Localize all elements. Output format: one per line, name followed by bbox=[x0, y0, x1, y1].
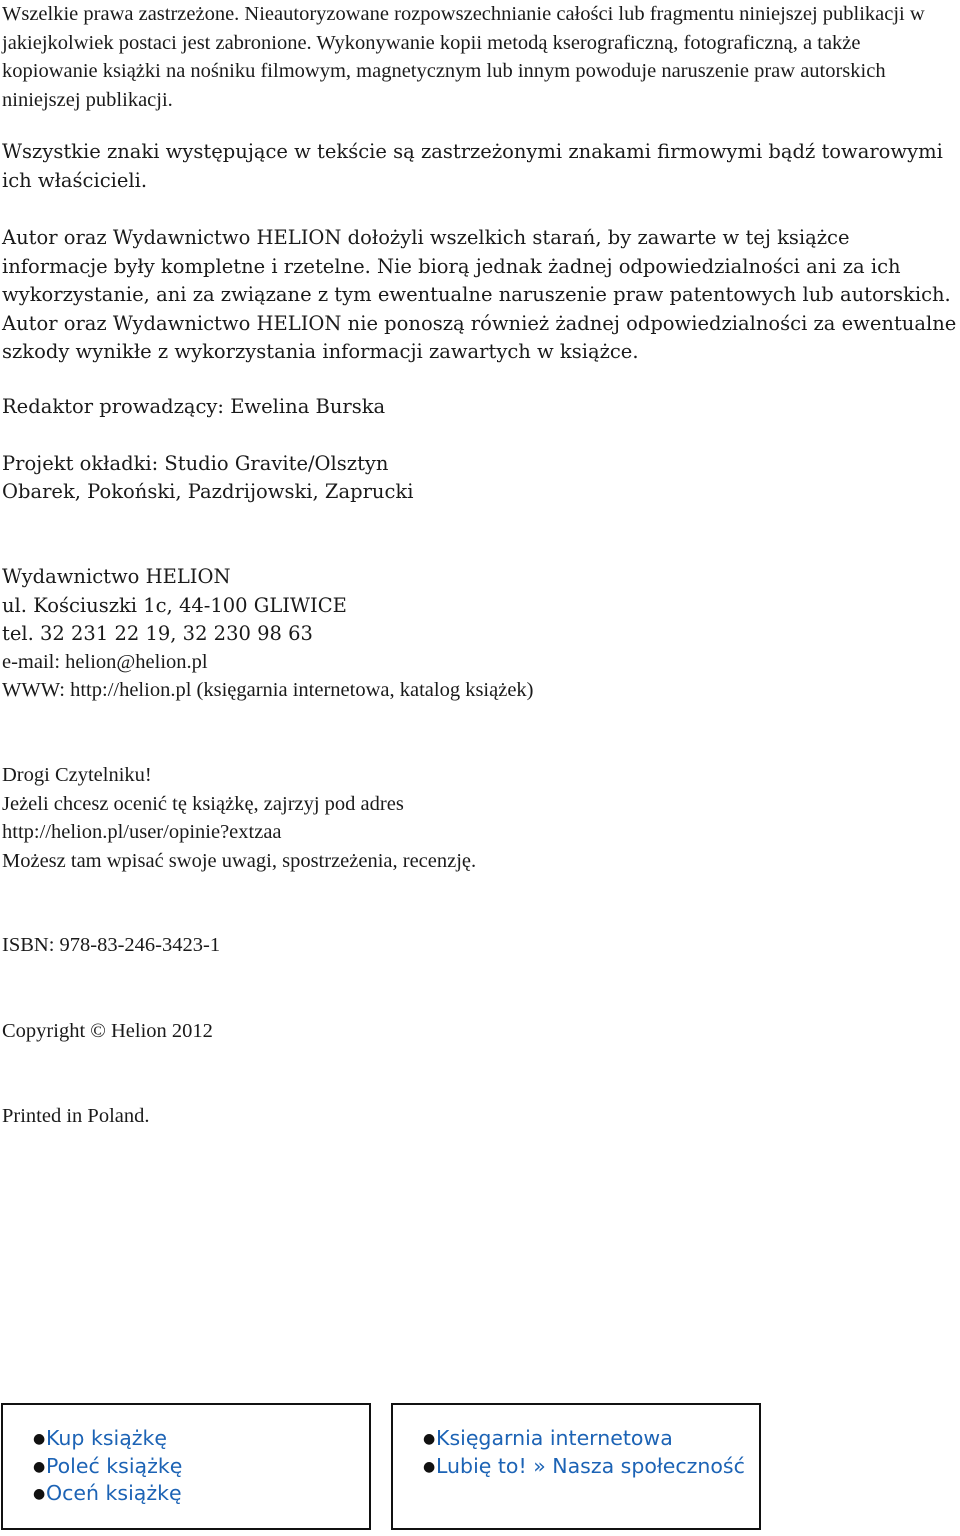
publisher-www: WWW: http://helion.pl (księgarnia internetowa, katalog książek) bbox=[2, 679, 534, 701]
link-recommend-book[interactable]: ●Poleć książkę bbox=[33, 1453, 182, 1481]
link-online-bookstore[interactable]: ●Księgarnia internetowa bbox=[423, 1425, 745, 1453]
cover-credit-names: Obarek, Pokoński, Pazdrijowski, Zaprucki bbox=[2, 480, 414, 503]
publisher-address: ul. Kościuszki 1c, 44-100 GLIWICE bbox=[2, 594, 347, 617]
bullet-icon: ● bbox=[423, 1458, 436, 1475]
publisher-email: e-mail: helion@helion.pl bbox=[2, 651, 208, 673]
book-actions-box bbox=[1, 1403, 371, 1530]
link-rate-book[interactable]: ●Oceń książkę bbox=[33, 1480, 182, 1508]
cover-credit: Projekt okładki: Studio Gravite/Olsztyn bbox=[2, 452, 389, 475]
trademark-paragraph: Wszystkie znaki występujące w tekście są zastrzeżonymi znakami firmowymi bądź towarowymi ich właścicieli. bbox=[2, 140, 943, 192]
link-buy-book[interactable]: ●Kup książkę bbox=[33, 1425, 182, 1453]
publisher-name: Wydawnictwo HELION bbox=[2, 565, 231, 588]
copyright-notice-paragraph: Wszelkie prawa zastrzeżone. Nieautoryzowane rozpowszechnianie całości lub fragmentu niniejszej publikacji w jakiejkolwiek postaci jest zabronione. Wykonywanie kopii metodą kserograficzną, fotograficzną, a także kopiowanie książki na nośniku filmowym, magnetycznym lub innym powoduje naruszenie praw autorskich niniejszej publikacji. bbox=[2, 3, 925, 111]
isbn: ISBN: 978-83-246-3423-1 bbox=[2, 934, 221, 956]
printed-in: Printed in Poland. bbox=[2, 1105, 150, 1127]
store-links-list bbox=[423, 1425, 745, 1480]
reader-greeting: Drogi Czytelniku! bbox=[2, 764, 152, 786]
bullet-icon: ● bbox=[423, 1431, 436, 1447]
bullet-icon: ● bbox=[33, 1486, 46, 1502]
bullet-icon: ● bbox=[33, 1458, 46, 1475]
reader-comments-line: Możesz tam wpisać swoje uwagi, spostrzeżenia, recenzję. bbox=[2, 850, 477, 872]
reader-rate-line: Jeżeli chcesz ocenić tę książkę, zajrzyj pod adres bbox=[2, 793, 404, 815]
publisher-phone: tel. 32 231 22 19, 32 230 98 63 bbox=[2, 622, 313, 645]
disclaimer-paragraph: Autor oraz Wydawnictwo HELION dołożyli wszelkich starań, by zawarte w tej książce informacje były kompletne i rzetelne. Nie biorą jednak żadnej odpowiedzialności ani za ich wykorzystanie, ani za związane z tym ewentualne naruszenie praw patentowych lub autorskich. Autor oraz Wydawnictwo HELION nie ponoszą również żadnej odpowiedzialności za ewentualne szkody wynikłe z wykorzystania informacji zawartych w książce. bbox=[2, 226, 957, 363]
copyright-line: Copyright © Helion 2012 bbox=[2, 1020, 213, 1042]
reader-rate-url: http://helion.pl/user/opinie?extzaa bbox=[2, 821, 282, 843]
book-actions-list bbox=[33, 1425, 182, 1508]
bullet-icon: ● bbox=[33, 1431, 46, 1447]
store-links-box bbox=[391, 1403, 761, 1530]
editor-credit: Redaktor prowadzący: Ewelina Burska bbox=[2, 395, 386, 418]
link-community[interactable]: ●Lubię to! » Nasza społeczność bbox=[423, 1453, 745, 1481]
